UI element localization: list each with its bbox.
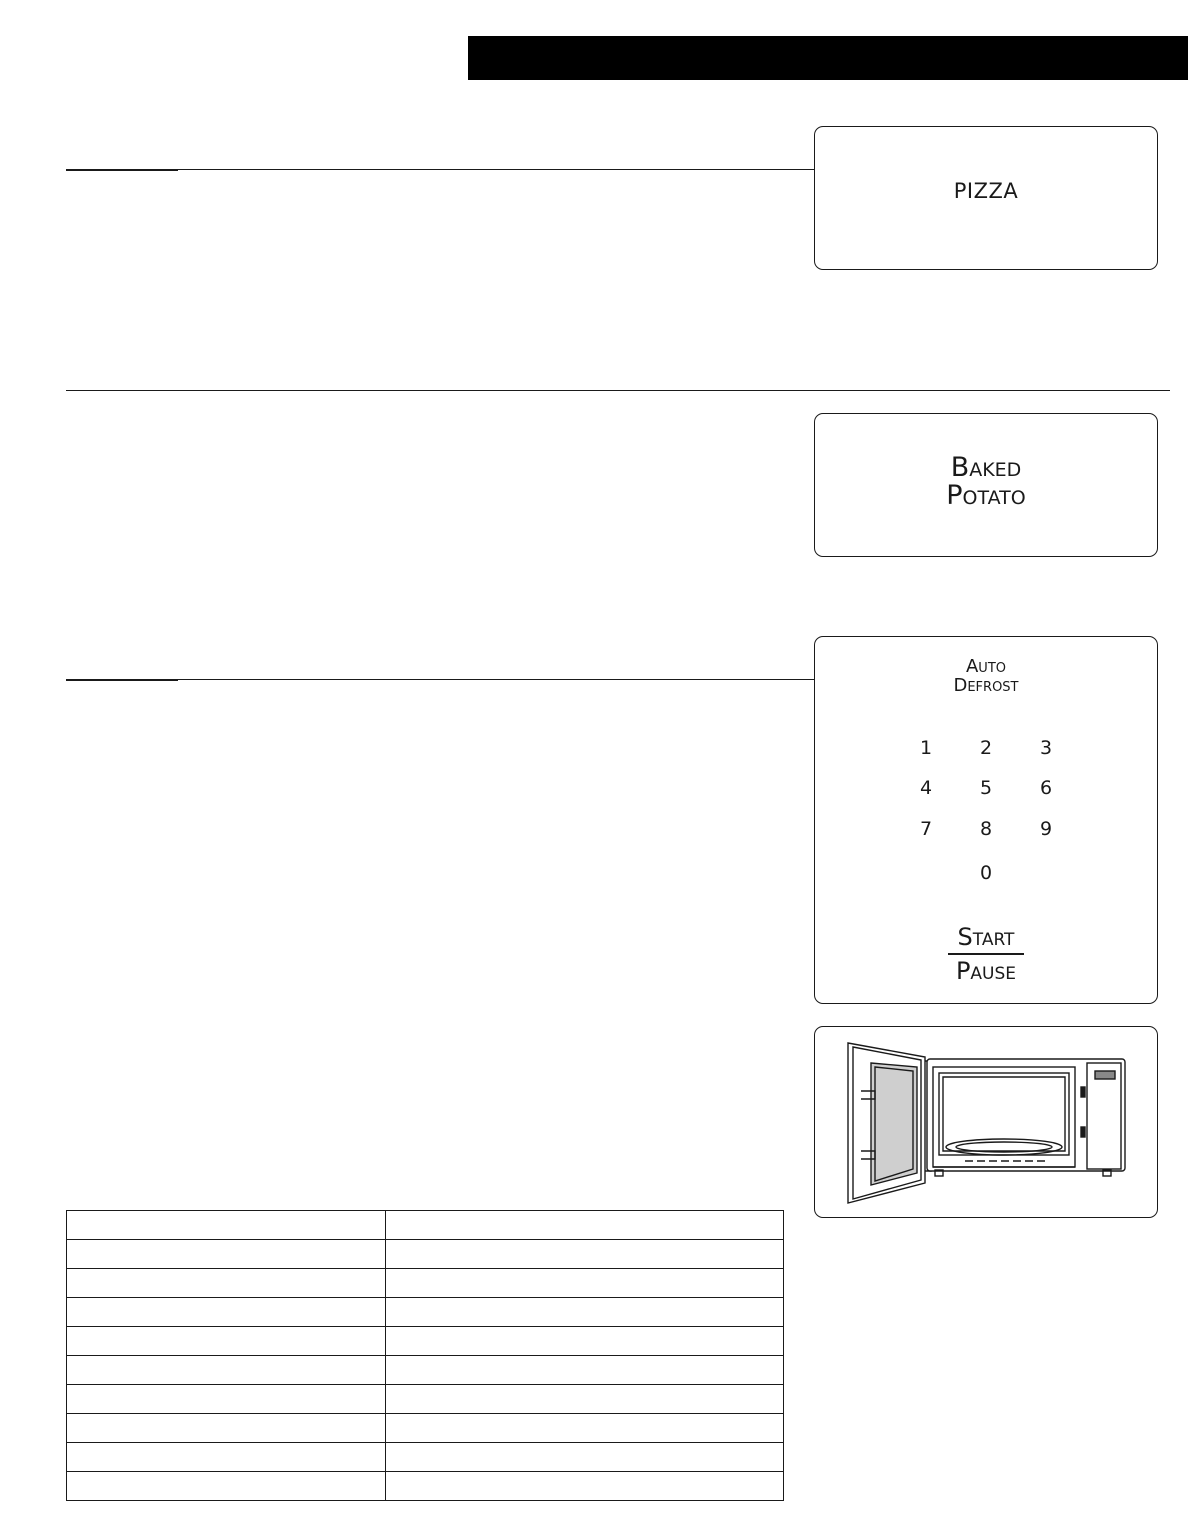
baked-potato-button[interactable] (815, 454, 1157, 510)
section-rule-pizza-extension (178, 169, 814, 170)
baked-potato-pad-panel (814, 413, 1158, 557)
section-rule-pizza (66, 169, 178, 171)
table-cell-left (67, 1356, 386, 1385)
table-cell-left (67, 1443, 386, 1472)
key-8[interactable]: 8 (979, 818, 993, 840)
table-cell-right (386, 1414, 784, 1443)
table-cell-left (67, 1327, 386, 1356)
start-pause-divider (948, 953, 1024, 955)
table-cell-right (386, 1211, 784, 1240)
table-row (67, 1472, 784, 1501)
table-cell-left (67, 1298, 386, 1327)
table-cell-left (67, 1472, 386, 1501)
microwave-illustration-panel (814, 1026, 1158, 1218)
key-2[interactable]: 2 (979, 737, 993, 759)
key-9[interactable]: 9 (1039, 818, 1053, 840)
start-pause-button[interactable] (815, 923, 1157, 985)
table-row (67, 1443, 784, 1472)
header-bar (468, 36, 1188, 80)
table-row (67, 1211, 784, 1240)
pause-label: Pause (955, 957, 1017, 985)
table-row (67, 1240, 784, 1269)
pizza-button[interactable]: pizza (953, 171, 1019, 206)
auto-defrost-keypad-panel (814, 636, 1158, 1004)
section-rule-defrost-extension (178, 679, 814, 680)
table-cell-left (67, 1414, 386, 1443)
table-cell-right (386, 1298, 784, 1327)
table-cell-left (67, 1211, 386, 1240)
auto-defrost-line1: Auto (965, 656, 1006, 677)
table-cell-right (386, 1240, 784, 1269)
table-row (67, 1414, 784, 1443)
table-row (67, 1298, 784, 1327)
key-6[interactable]: 6 (1039, 777, 1053, 799)
key-1[interactable]: 1 (919, 737, 933, 759)
key-7[interactable]: 7 (919, 818, 933, 840)
section-rule-defrost (66, 679, 178, 681)
divider-rule (66, 390, 1170, 391)
table-cell-left (67, 1269, 386, 1298)
table-cell-right (386, 1269, 784, 1298)
baked-potato-line2: Potato (946, 480, 1026, 511)
auto-defrost-button[interactable] (815, 657, 1157, 695)
baked-potato-line1: Baked (950, 452, 1022, 483)
table-row (67, 1269, 784, 1298)
key-4[interactable]: 4 (919, 777, 933, 799)
table-cell-left (67, 1385, 386, 1414)
table-row (67, 1356, 784, 1385)
table-cell-right (386, 1472, 784, 1501)
key-5[interactable]: 5 (979, 777, 993, 799)
table-cell-left (67, 1240, 386, 1269)
table-row (67, 1385, 784, 1414)
start-label: Start (957, 923, 1015, 951)
table-cell-right (386, 1327, 784, 1356)
key-0[interactable]: 0 (979, 862, 993, 884)
table-cell-right (386, 1385, 784, 1414)
microwave-open-door-icon (815, 1027, 1155, 1215)
key-3[interactable]: 3 (1039, 737, 1053, 759)
data-table (66, 1210, 784, 1501)
table-cell-right (386, 1443, 784, 1472)
table-row (67, 1327, 784, 1356)
table-cell-right (386, 1356, 784, 1385)
auto-defrost-line2: Defrost (953, 675, 1019, 696)
pizza-pad-panel (814, 126, 1158, 270)
